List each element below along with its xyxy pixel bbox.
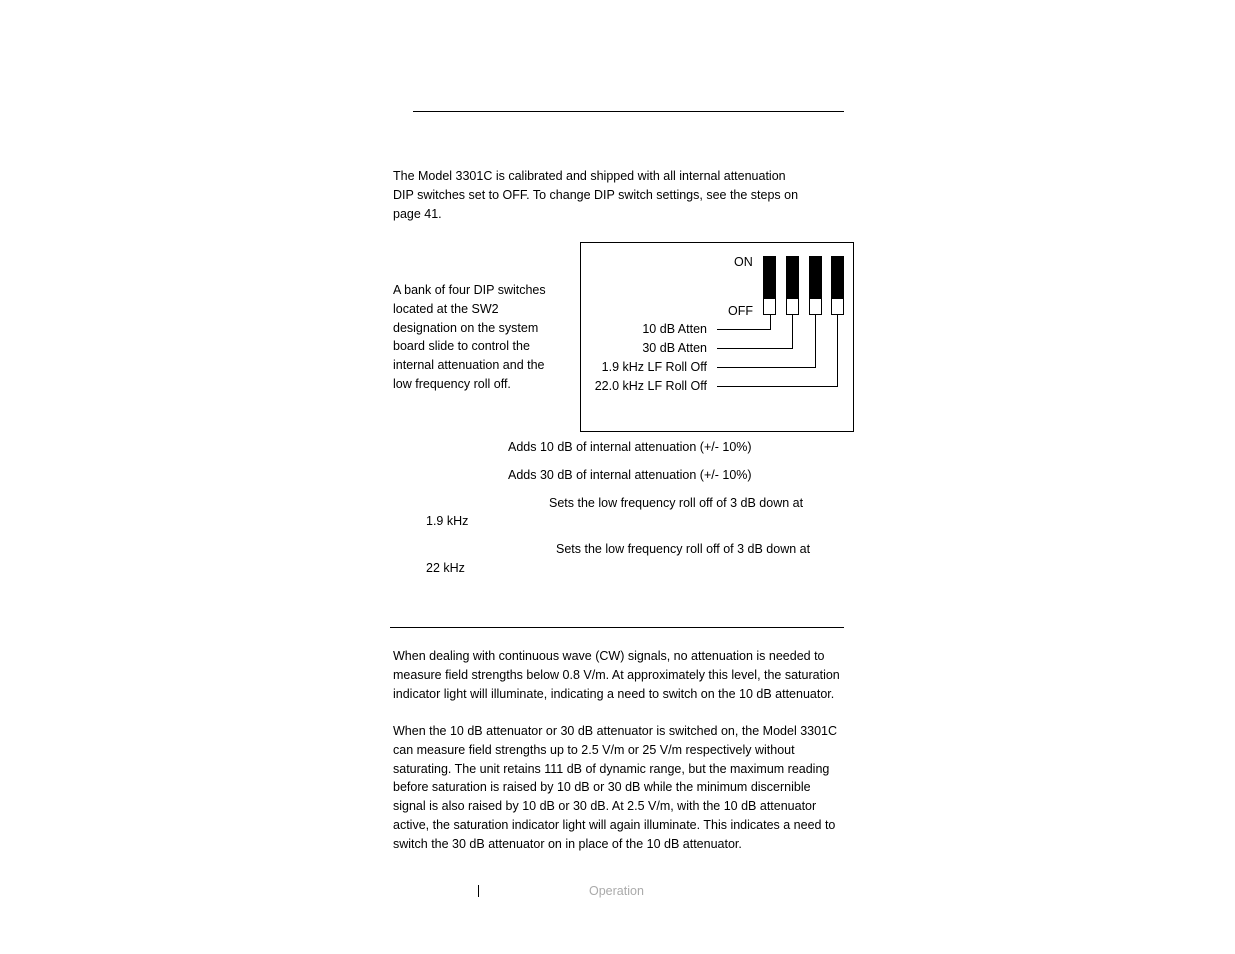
on-label: ON [734,255,753,269]
description-30db: Adds 30 dB of internal attenuation (+/- 10%) [508,468,752,482]
leader-line-3-v [815,315,816,368]
switch-label-22khz: 22.0 kHz LF Roll Off [594,379,707,393]
dip-switch-diagram [580,242,854,432]
attenuator-paragraph: When the 10 dB attenuator or 30 dB attenuator is switched on, the Model 3301C can measure field strengths up to 2.5 V/m or 25 V/m respectively without saturating. The unit retains 111 dB of dynamic range, but the maximum reading before saturation is raised by 10 dB or 30 dB while the minimum discernible signal is also raised by 10 dB or 30 dB. At 2.5 V/m, with the 10 dB attenuator active, the saturation indicator light will again illuminate. This indicates a need to switch the 30 dB attenuator on in place of the 10 dB attenuator. [393,724,838,851]
leader-line-4-v [837,315,838,387]
top-rule [413,111,844,112]
cw-paragraph: When dealing with continuous wave (CW) signals, no attenuation is needed to measure field strengths below 0.8 V/m. At approximately this level, the saturation indicator light will illuminate, indicating a need to switch on the 10 dB attenuator. [393,649,840,701]
leader-line-2-v [792,315,793,349]
leader-line-2 [717,348,793,349]
intro-paragraph: The Model 3301C is calibrated and shipped with all internal attenuation DIP switches set to OFF. To change DIP switch settings, see the steps on page 41. [393,169,799,221]
switch-label-1-9khz: 1.9 kHz LF Roll Off [601,360,707,374]
dip-switch-3 [809,256,822,315]
description-22khz-cont: 22 kHz [426,561,465,575]
dip-switch-2 [786,256,799,315]
description-10db: Adds 10 dB of internal attenuation (+/- 10%) [508,440,752,454]
description-22khz: Sets the low frequency roll off of 3 dB down at [556,542,811,556]
dip-switch-side-text: A bank of four DIP switches located at the SW2 designation on the system board slide to control the internal attenuation and the low frequency roll off. [393,283,546,391]
leader-line-4 [717,386,838,387]
footer-section-name: Operation [589,884,644,898]
dip-switch-1 [763,256,776,315]
leader-line-1-v [770,315,771,330]
footer-divider [478,885,479,897]
description-1-9khz-cont: 1.9 kHz [426,514,469,528]
leader-line-3 [717,367,816,368]
section-rule [390,627,844,628]
switch-label-30db: 30 dB Atten [642,341,707,355]
description-1-9khz: Sets the low frequency roll off of 3 dB down at [549,496,804,510]
dip-switch-4 [831,256,844,315]
leader-line-1 [717,329,771,330]
switch-label-10db: 10 dB Atten [642,322,707,336]
off-label: OFF [728,304,753,318]
